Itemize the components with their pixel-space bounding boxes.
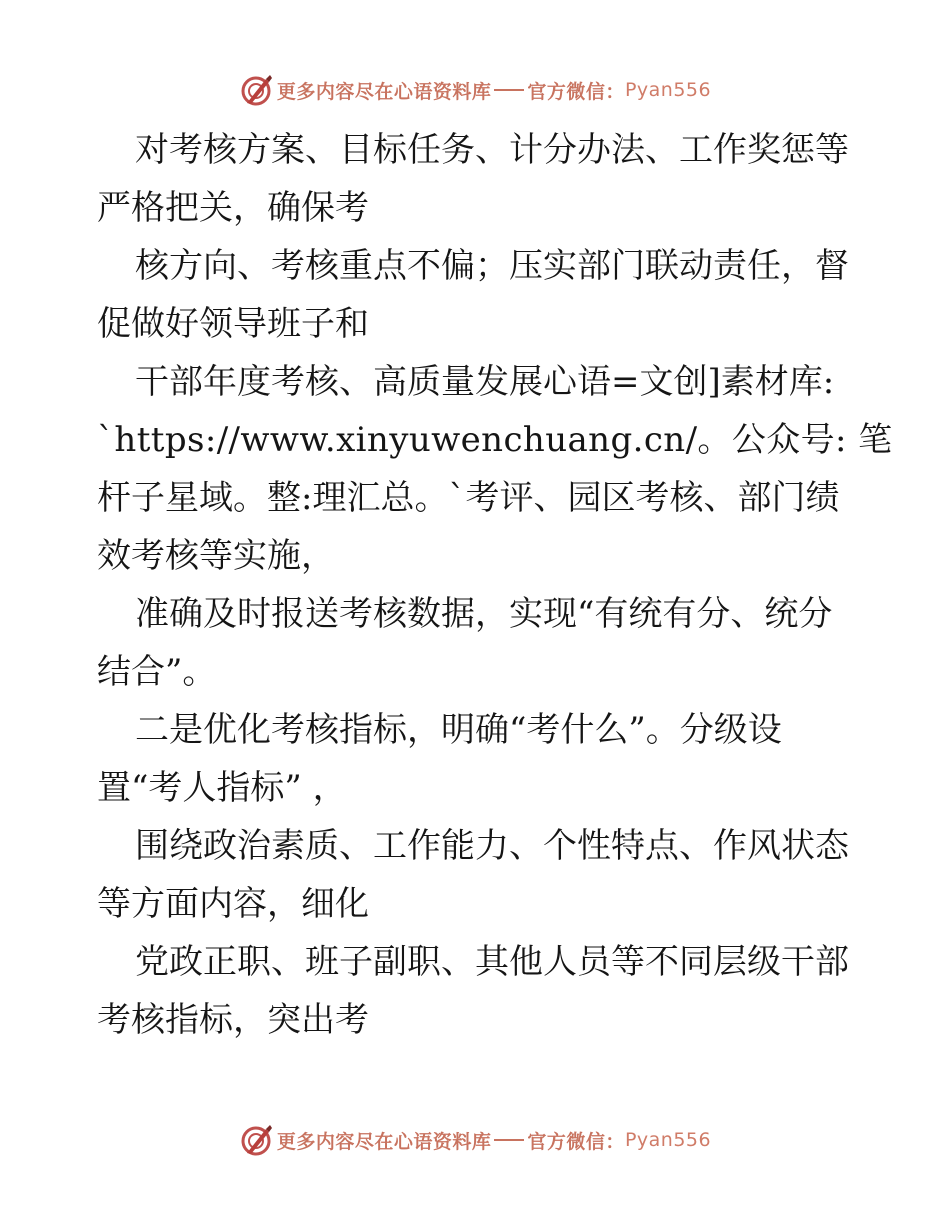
banner-wechat-label: 官方微信：	[527, 80, 625, 103]
body-line: 二是优化考核指标，明确“考什么”。分级设	[135, 710, 782, 750]
body-line: `https://www.xinyuwenchuang.cn/。公众号: 笔	[97, 420, 893, 460]
body-line: 核方向、考核重点不偏；压实部门联动责任，督	[135, 246, 849, 286]
body-line: 效考核等实施，	[97, 536, 335, 576]
body-line: 党政正职、班子副职、其他人员等不同层级干部	[135, 942, 849, 982]
body-line: 准确及时报送考核数据，实现“有统有分、统分	[135, 594, 833, 634]
banner-wechat-id: Pyan556	[624, 1129, 712, 1151]
body-line: 围绕政治素质、工作能力、个性特点、作风状态	[135, 826, 849, 866]
body-line: 结合”。	[97, 652, 217, 692]
banner-wechat-label: 官方微信：	[527, 1130, 625, 1153]
banner-wechat-id: Pyan556	[624, 79, 712, 101]
body-line: 等方面内容，细化	[97, 884, 369, 924]
pen-logo-icon	[239, 73, 273, 107]
document-body	[97, 121, 893, 1049]
body-line: 严格把关，确保考	[97, 188, 369, 228]
banner-dash	[494, 1139, 524, 1141]
body-line: 考核指标，突出考	[97, 1000, 369, 1040]
body-line: 置“考人指标” ，	[97, 768, 347, 808]
body-line: 促做好领导班子和	[97, 304, 369, 344]
body-line: 干部年度考核、高质量发展心语=文创]素材库:	[135, 362, 835, 402]
banner-text: 更多内容尽在心语资料库	[276, 80, 492, 103]
banner-text: 更多内容尽在心语资料库	[276, 1130, 492, 1153]
pen-logo-icon	[239, 1123, 273, 1157]
banner-dash	[494, 89, 524, 91]
footer-watermark-banner	[0, 1120, 950, 1160]
body-line: 杆子星域。整:理汇总。`考评、园区考核、部门绩	[97, 478, 840, 518]
header-watermark-banner	[0, 70, 950, 110]
body-line: 对考核方案、目标任务、计分办法、工作奖惩等	[135, 130, 849, 170]
